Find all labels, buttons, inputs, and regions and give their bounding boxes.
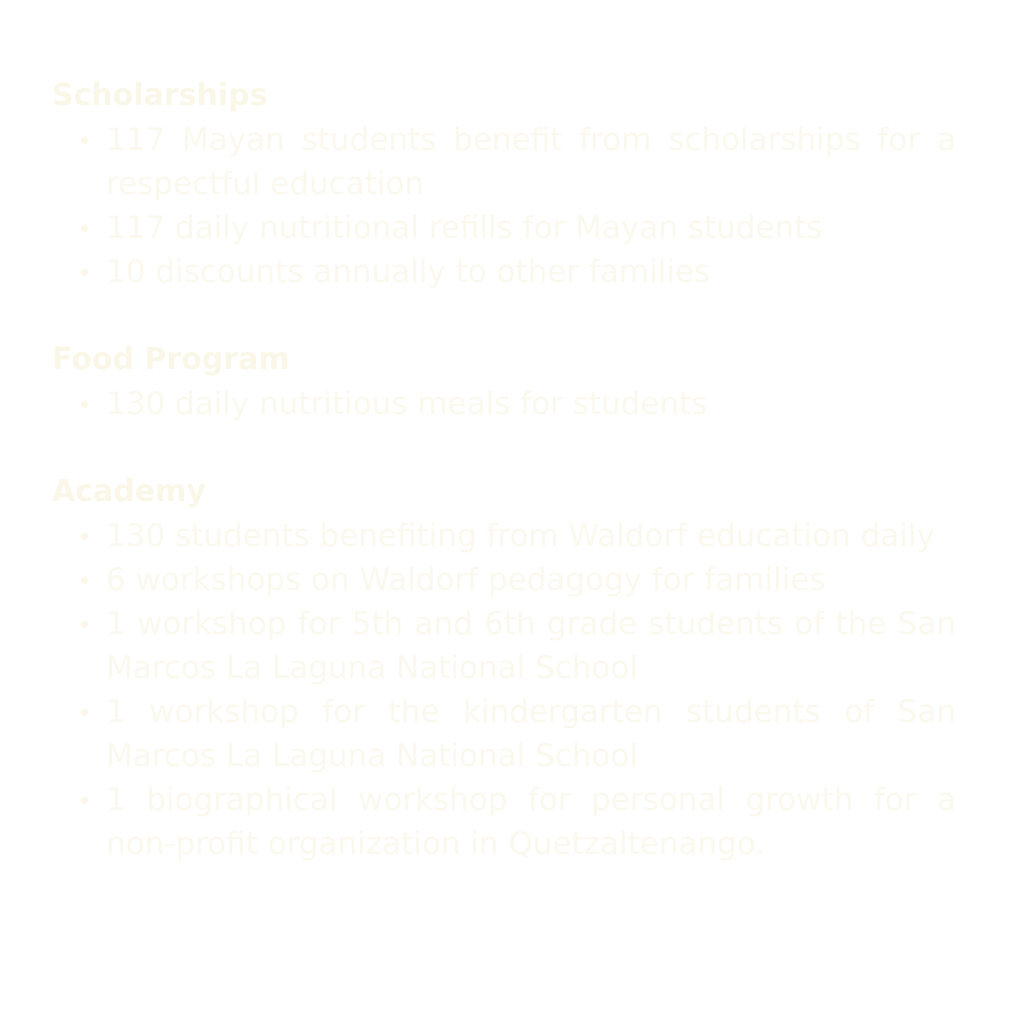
bullet-icon	[81, 269, 88, 276]
bullet-icon	[81, 137, 88, 144]
list-item	[106, 514, 956, 558]
list-item-text: 10 discounts annually to other families	[106, 254, 711, 290]
list-item	[106, 602, 956, 690]
academy-list	[52, 514, 956, 866]
section-food-program	[52, 338, 956, 426]
bullet-icon	[81, 621, 88, 628]
list-item-text: 1 biographical workshop for personal growth for a non-profit organization in Quetzaltenango.	[106, 782, 956, 862]
section-title-scholarships: Scholarships	[52, 78, 268, 113]
list-item-text: 1 workshop for the kindergarten students of San Marcos La Laguna National School	[106, 694, 956, 774]
section-title-food-program: Food Program	[52, 342, 290, 377]
scholarships-list	[52, 118, 956, 294]
list-item-text: 1 workshop for 5th and 6th grade students of the San Marcos La Laguna National School	[106, 606, 956, 686]
list-item-text: 130 daily nutritious meals for students	[106, 386, 708, 422]
list-item	[106, 382, 956, 426]
list-item	[106, 206, 956, 250]
list-item	[106, 558, 956, 602]
list-item-text: 117 daily nutritional refills for Mayan students	[106, 210, 823, 246]
list-item	[106, 690, 956, 778]
section-title-academy: Academy	[52, 474, 206, 509]
list-item	[106, 250, 956, 294]
bullet-icon	[81, 225, 88, 232]
food-program-list	[52, 382, 956, 426]
bullet-icon	[81, 709, 88, 716]
list-item-text: 117 Mayan students benefit from scholarships for a respectful education	[106, 122, 956, 202]
impact-content	[52, 74, 956, 910]
bullet-icon	[81, 401, 88, 408]
list-item-text: 130 students benefiting from Waldorf education daily	[106, 518, 935, 554]
list-item-text: 6 workshops on Waldorf pedagogy for families	[106, 562, 826, 598]
section-scholarships	[52, 74, 956, 294]
bullet-icon	[81, 797, 88, 804]
list-item	[106, 118, 956, 206]
section-academy	[52, 470, 956, 866]
list-item	[106, 778, 956, 866]
bullet-icon	[81, 533, 88, 540]
bullet-icon	[81, 577, 88, 584]
